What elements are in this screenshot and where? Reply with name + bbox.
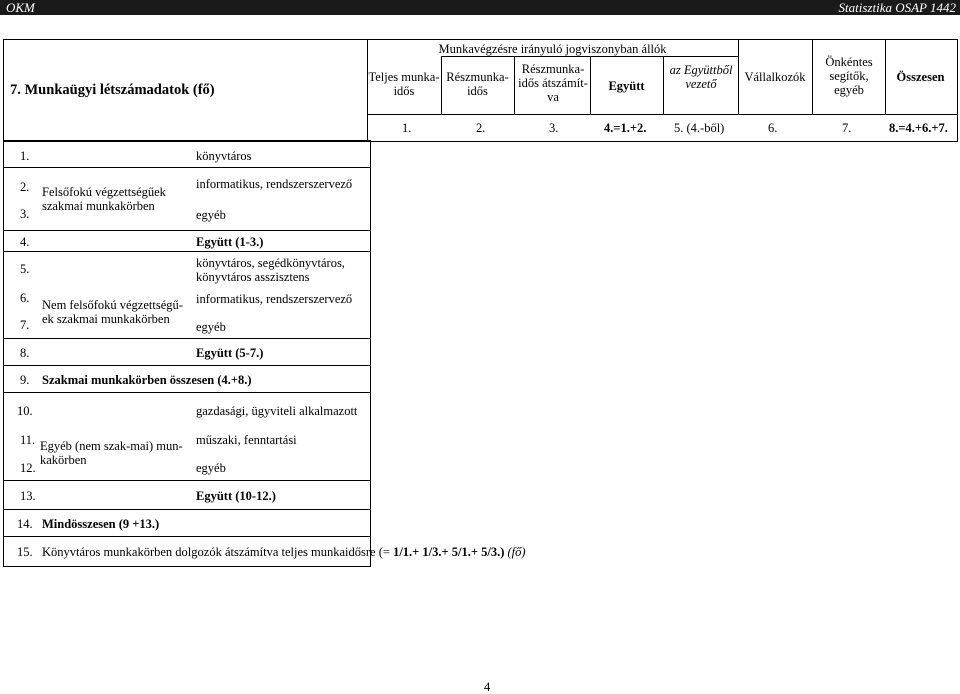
row-15-text: Könyvtáros munkakörben dolgozók átszámítva teljes munkaidősre (= 1/1.+ 1/3.+ 5/1.+ 5/3.) [42,545,505,559]
colnum-4: 4.=1.+2. [604,121,647,135]
colnum-2: 2. [476,121,486,135]
row-15-num: 15. [17,545,33,559]
row-10-label: gazdasági, ügyviteli alkalmazott [196,404,358,418]
row-7-label: egyéb [196,320,226,334]
row-8-num: 8. [20,346,30,360]
page-header-bar [0,0,960,15]
row-9-label: Szakmai munkakörben összesen (4.+8.) [42,373,252,387]
colnum-6: 6. [768,121,778,135]
header-right: Statisztika OSAP 1442 [838,0,956,15]
colnum-3: 3. [549,121,559,135]
row-1-label: könyvtáros [196,149,252,163]
row-6-label: informatikus, rendszerszervező [196,292,353,306]
colnum-7: 7. [842,121,852,135]
row-2-label: informatikus, rendszerszervező [196,177,353,191]
row-14-num: 14. [17,517,33,531]
col-group-header: Munkavégzésre irányuló jogviszonyban állók [438,42,667,56]
row-5-num: 5. [20,262,30,276]
col-vallalkozok: Vállalkozók [744,70,806,84]
row-13-num: 13. [20,489,36,503]
col-egyutt: Együtt [608,79,645,93]
row-15-unit: (fő) [507,545,526,559]
row-4-num: 4. [20,235,30,249]
row-14-label: Mindösszesen (9 +13.) [42,517,160,531]
row-7-num: 7. [20,318,30,332]
row-10-num: 10. [17,404,33,418]
row-5-label: könyvtáros, segédkönyvtáros, könyvtáros asszisztens [196,256,345,284]
row-3-num: 3. [20,207,30,221]
row-12-label: egyéb [196,461,226,475]
col-osszesen: Összesen [896,70,945,84]
row-9-num: 9. [20,373,30,387]
col-onkentes: Önkéntes segítők, egyéb [825,55,873,97]
row-4-label: Együtt (1-3.) [196,235,264,249]
group-egyeb: Egyéb (nem szak-mai) mun-kakörben [40,439,183,467]
col-reszmunka: Részmunka-idős [446,70,509,98]
colnum-5: 5. (4.-ből) [674,121,725,135]
row-1-num: 1. [20,149,30,163]
row-11-num: 11. [20,433,36,447]
row-2-num: 2. [20,180,30,194]
col-egyuttbol-vezeto: az Együttből vezető [669,63,733,91]
page-number: 4 [484,680,491,694]
row-11-label: műszaki, fenntartási [196,433,297,447]
row-13-label: Együtt (10-12.) [196,489,276,503]
group-nem-felsofoku: Nem felsőfokú végzettségű-ek szakmai munkakörben [42,298,183,326]
header-left: OKM [6,0,35,15]
row-6-num: 6. [20,291,30,305]
table-title: 7. Munkaügyi létszámadatok (fő) [10,82,215,98]
col-reszmunka-atszamitva: Részmunka-idős átszámít-va [518,62,588,104]
row-15-label [42,545,526,559]
colnum-1: 1. [402,121,412,135]
colnum-8: 8.=4.+6.+7. [889,121,948,135]
col-teljes: Teljes munka-idős [368,70,440,98]
row-3-label: egyéb [196,208,226,222]
group-felsofoku: Felsőfokú végzettségűek szakmai munkakörben [42,185,166,213]
row-8-label: Együtt (5-7.) [196,346,264,360]
row-12-num: 12. [20,461,36,475]
